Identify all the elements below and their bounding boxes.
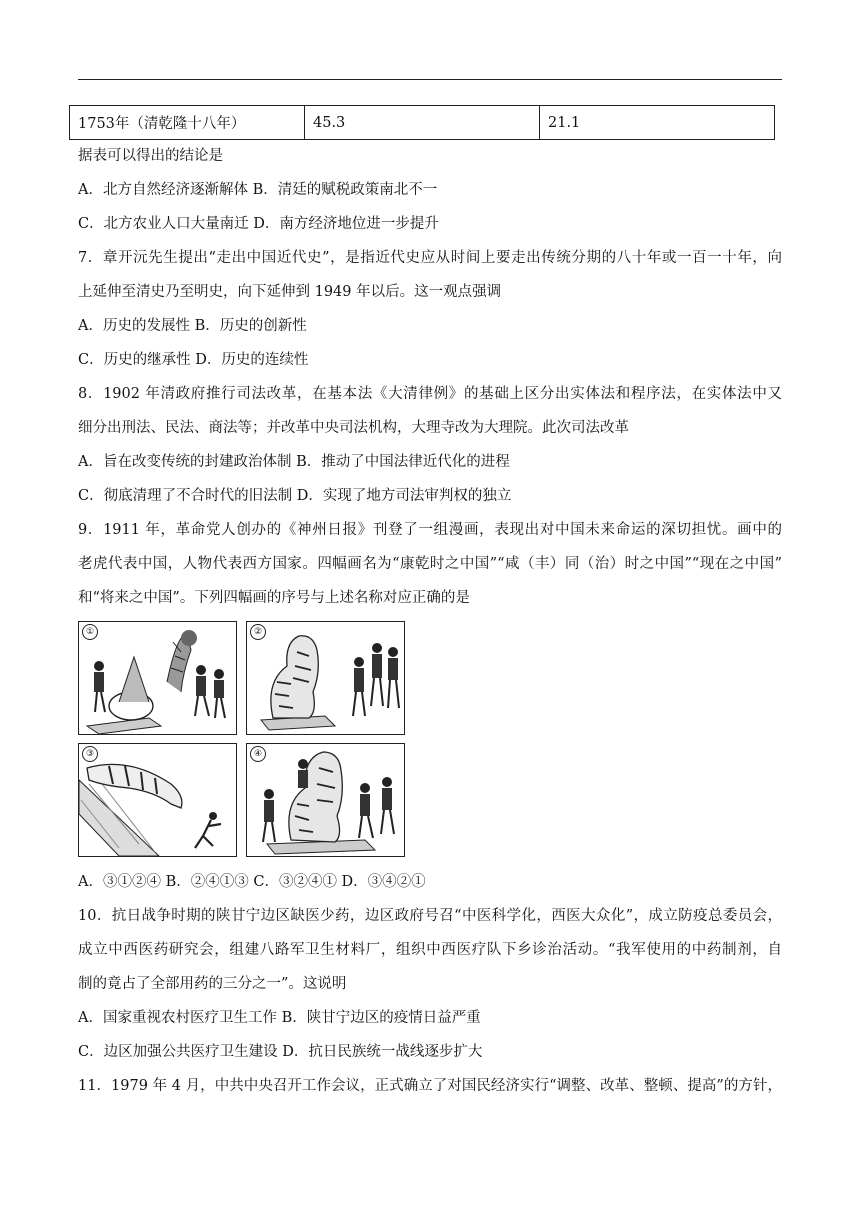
q7-stem-line: 7．章开沅先生提出“走出中国近代史”，是指近代史应从时间上要走出传统分期的八十年或一百一十年，向 — [78, 250, 782, 266]
data-table — [69, 105, 775, 140]
q7-option-cd: C．历史的继承性 D．历史的连续性 — [78, 352, 309, 368]
cartoon-panel-3 — [78, 743, 237, 857]
q10-option-cd: C．边区加强公共医疗卫生建设 D．抗日民族统一战线逐步扩大 — [78, 1044, 483, 1060]
q6-option-cd: C．北方农业人口大量南迁 D．南方经济地位进一步提升 — [78, 216, 439, 232]
cartoon-panel-1-illustration — [79, 622, 236, 734]
cartoon-panel-2-illustration — [247, 622, 404, 734]
q6-stem: 据表可以得出的结论是 — [78, 148, 223, 164]
q7-stem-line: 上延伸至清史乃至明史，向下延伸到 1949 年以后。这一观点强调 — [78, 284, 502, 300]
table-cell-value-1: 45.3 — [305, 106, 540, 140]
cartoon-panel-2-number: ② — [250, 624, 266, 640]
q10-stem-line: 制的竟占了全部用药的三分之一”。这说明 — [78, 976, 347, 992]
q9-stem-line: 和“将来之中国”。下列四幅画的序号与上述名称对应正确的是 — [78, 590, 470, 606]
q11-stem-line: 11．1979 年 4 月，中共中央召开工作会议，正式确立了对国民经济实行“调整、改革、整顿、提高”的方针， — [78, 1078, 782, 1094]
q8-stem-line: 细分出刑法、民法、商法等；并改革中央司法机构，大理寺改为大理院。此次司法改革 — [78, 420, 629, 436]
cartoon-panel-3-number: ③ — [82, 746, 98, 762]
question-content — [78, 139, 782, 1103]
cartoon-panel-2 — [246, 621, 405, 735]
q6-option-ab: A．北方自然经济逐渐解体 B．清廷的赋税政策南北不一 — [78, 182, 438, 198]
cartoon-panel-3-illustration — [79, 744, 236, 856]
cartoon-panel-1-number: ① — [82, 624, 98, 640]
table-cell-value-2: 21.1 — [540, 106, 775, 140]
q10-stem-line: 成立中西医药研究会，组建八路军卫生材料厂，组织中西医疗队下乡诊治活动。“我军使用的中药制剂，自 — [78, 942, 782, 958]
header-rule — [78, 79, 782, 80]
q8-option-ab: A．旨在改变传统的封建政治体制 B．推动了中国法律近代化的进程 — [78, 454, 510, 470]
q9-stem-line: 老虎代表中国，人物代表西方国家。四幅画名为“康乾时之中国”“咸（丰）同（治）时之中国”“现在之中国” — [78, 556, 782, 572]
cartoon-panel-4-number: ④ — [250, 746, 266, 762]
cartoon-panel-4-illustration — [247, 744, 404, 856]
q8-option-cd: C．彻底清理了不合时代的旧法制 D．实现了地方司法审判权的独立 — [78, 488, 512, 504]
cartoon-panel-1 — [78, 621, 237, 735]
cartoon-panel-4 — [246, 743, 405, 857]
q8-stem-line: 8．1902 年清政府推行司法改革，在基本法《大清律例》的基础上区分出实体法和程序法，在实体法中又 — [78, 386, 782, 402]
q9-stem-line: 9．1911 年，革命党人创办的《神州日报》刊登了一组漫画，表现出对中国未来命运的深切担忧。画中的 — [78, 522, 782, 538]
table-cell-year: 1753年（清乾隆十八年） — [70, 106, 305, 140]
cartoon-figure — [78, 621, 418, 859]
q7-option-ab: A．历史的发展性 B．历史的创新性 — [78, 318, 307, 334]
q10-stem-line: 10．抗日战争时期的陕甘宁边区缺医少药，边区政府号召“中医科学化，西医大众化”，成立防疫总委员会， — [78, 908, 782, 924]
q10-option-ab: A．国家重视农村医疗卫生工作 B．陕甘宁边区的疫情日益严重 — [78, 1010, 481, 1026]
q9-options: A．③①②④ B．②④①③ C．③②④① D．③④②① — [78, 874, 426, 890]
table-row — [70, 106, 775, 140]
